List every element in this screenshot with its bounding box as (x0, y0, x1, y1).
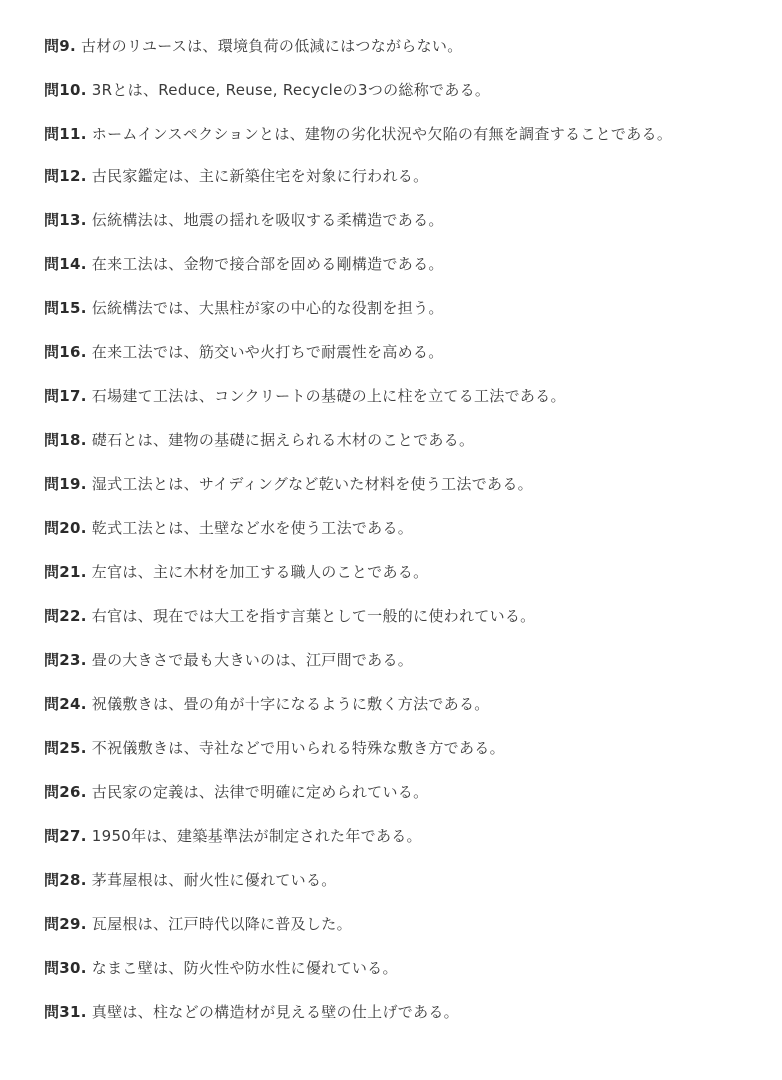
list-item (44, 428, 744, 453)
question-number: 問20. (44, 519, 87, 537)
question-number: 問10. (44, 81, 87, 99)
question-number: 問9. (44, 37, 77, 55)
question-text: 祝儀敷きは、畳の角が十字になるように敷く方法である。 (91, 695, 490, 713)
list-item (44, 340, 744, 365)
list-item (44, 1000, 744, 1025)
list-item (44, 78, 744, 103)
question-text: 古材のリユースは、環境負荷の低減にはつながらない。 (81, 37, 463, 55)
question-number: 問16. (44, 343, 87, 361)
list-item (44, 164, 744, 189)
question-text: 瓦屋根は、江戸時代以降に普及した。 (91, 915, 352, 933)
question-text: 伝統構法では、大黒柱が家の中心的な役割を担う。 (91, 299, 444, 317)
question-number: 問21. (44, 563, 87, 581)
question-text: 在来工法では、筋交いや火打ちで耐震性を高める。 (91, 343, 444, 361)
list-item (44, 648, 744, 673)
question-text: 在来工法は、金物で接合部を固める剛構造である。 (91, 255, 444, 273)
question-text: 礎石とは、建物の基礎に据えられる木材のことである。 (91, 431, 475, 449)
question-number: 問14. (44, 255, 87, 273)
question-number: 問11. (44, 125, 87, 143)
question-number: 問26. (44, 783, 87, 801)
question-number: 問22. (44, 607, 87, 625)
question-number: 問23. (44, 651, 87, 669)
list-item (44, 252, 744, 277)
question-text: 伝統構法は、地震の揺れを吸収する柔構造である。 (91, 211, 444, 229)
question-text: 石場建て工法は、コンクリートの基礎の上に柱を立てる工法である。 (91, 387, 566, 405)
question-text: 古民家鑑定は、主に新築住宅を対象に行われる。 (91, 167, 429, 185)
question-text: ホームインスペクションとは、建物の劣化状況や欠陥の有無を調査することである。 (91, 125, 673, 143)
list-item (44, 384, 744, 409)
list-item (44, 824, 744, 849)
list-item (44, 912, 744, 937)
question-text: 乾式工法とは、土壁など水を使う工法である。 (91, 519, 414, 537)
question-number: 問12. (44, 167, 87, 185)
question-text: 湿式工法とは、サイディングなど乾いた材料を使う工法である。 (91, 475, 533, 493)
list-item (44, 560, 744, 585)
list-item (44, 296, 744, 321)
question-list (44, 34, 744, 1044)
question-text: 3Rとは、Reduce, Reuse, Recycleの3つの総称である。 (91, 81, 491, 99)
list-item (44, 956, 744, 981)
question-number: 問19. (44, 475, 87, 493)
list-item (44, 208, 744, 233)
question-text: 1950年は、建築基準法が制定された年である。 (91, 827, 422, 845)
question-number: 問18. (44, 431, 87, 449)
list-item (44, 122, 744, 147)
question-number: 問30. (44, 959, 87, 977)
list-item (44, 780, 744, 805)
question-number: 問31. (44, 1003, 87, 1021)
question-text: 右官は、現在では大工を指す言葉として一般的に使われている。 (91, 607, 536, 625)
question-text: 古民家の定義は、法律で明確に定められている。 (91, 783, 429, 801)
question-text: 左官は、主に木材を加工する職人のことである。 (91, 563, 429, 581)
question-number: 問28. (44, 871, 87, 889)
question-text: 不祝儀敷きは、寺社などで用いられる特殊な敷き方である。 (91, 739, 505, 757)
question-number: 問29. (44, 915, 87, 933)
question-number: 問27. (44, 827, 87, 845)
list-item (44, 472, 744, 497)
question-text: 畳の大きさで最も大きいのは、江戸間である。 (91, 651, 414, 669)
question-number: 問25. (44, 739, 87, 757)
list-item (44, 692, 744, 717)
question-number: 問15. (44, 299, 87, 317)
question-number: 問17. (44, 387, 87, 405)
question-text: なまこ壁は、防火性や防水性に優れている。 (91, 959, 398, 977)
list-item (44, 516, 744, 541)
list-item (44, 604, 744, 629)
list-item (44, 736, 744, 761)
question-text: 茅葺屋根は、耐火性に優れている。 (91, 871, 337, 889)
question-text: 真壁は、柱などの構造材が見える壁の仕上げである。 (91, 1003, 459, 1021)
question-number: 問13. (44, 211, 87, 229)
list-item (44, 34, 744, 59)
list-item (44, 868, 744, 893)
question-number: 問24. (44, 695, 87, 713)
